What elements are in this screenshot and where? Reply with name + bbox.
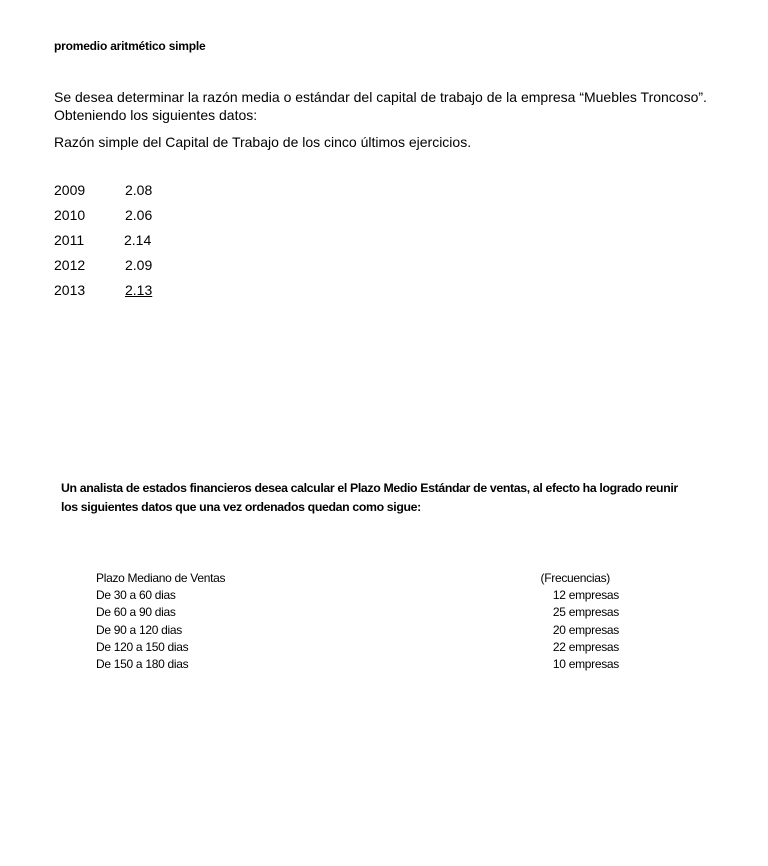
- header-plazo: Plazo Mediano de Ventas: [96, 571, 226, 585]
- intro-line-3: Razón simple del Capital de Trabajo de los cinco últimos ejercicios.: [54, 134, 472, 150]
- count-cell: 20 empresas: [552, 622, 619, 637]
- document-title: promedio aritmético simple: [54, 39, 206, 53]
- range-cell: De 60 a 90 dias: [96, 605, 176, 620]
- frequency-table: [96, 570, 626, 673]
- ratio-year: 2013: [54, 282, 86, 298]
- ratio-row: [54, 181, 185, 206]
- table-row: [96, 604, 626, 621]
- table-row: [96, 639, 626, 656]
- ratio-value-underlined: 2.13: [125, 282, 153, 298]
- frequency-table-header: [96, 570, 626, 587]
- ratio-value: 2.06: [125, 207, 153, 223]
- intro-line-2: Obteniendo los siguientes datos:: [54, 107, 258, 123]
- second-problem-paragraph: [61, 479, 721, 517]
- count-cell: 25 empresas: [552, 605, 619, 620]
- count-cell: 12 empresas: [552, 588, 619, 603]
- range-cell: De 150 a 180 dias: [96, 656, 189, 671]
- ratio-row: [54, 256, 185, 281]
- ratio-row: [54, 231, 185, 256]
- count-cell: 22 empresas: [552, 639, 619, 654]
- range-cell: De 30 a 60 dias: [96, 588, 176, 603]
- ratio-value: 2.08: [125, 182, 153, 198]
- ratio-year: 2010: [54, 207, 86, 223]
- ratio-row: [54, 281, 185, 306]
- ratio-row: [54, 206, 185, 231]
- count-cell: 10 empresas: [552, 656, 619, 671]
- table-row: [96, 622, 626, 639]
- range-cell: De 120 a 150 dias: [96, 639, 189, 654]
- ratio-value: 2.09: [125, 257, 153, 273]
- ratio-value: 2.14: [124, 232, 152, 248]
- ratio-list: [54, 181, 185, 306]
- range-cell: De 90 a 120 dias: [96, 622, 182, 637]
- table-row: [96, 656, 626, 673]
- second-problem-line-2: los siguientes datos que una vez ordenados quedan como sigue:: [61, 500, 421, 514]
- intro-paragraph: [54, 88, 754, 151]
- ratio-year: 2012: [54, 257, 86, 273]
- second-problem-line-1: Un analista de estados financieros desea calcular el Plazo Medio Estándar de ventas, al efecto ha logrado reunir: [61, 481, 678, 495]
- header-frecuencias: (Frecuencias): [540, 571, 610, 585]
- table-row: [96, 587, 626, 604]
- ratio-year: 2009: [54, 182, 86, 198]
- ratio-year: 2011: [54, 232, 85, 248]
- intro-line-1: Se desea determinar la razón media o estándar del capital de trabajo de la empresa “Muebles Troncoso”.: [54, 89, 707, 105]
